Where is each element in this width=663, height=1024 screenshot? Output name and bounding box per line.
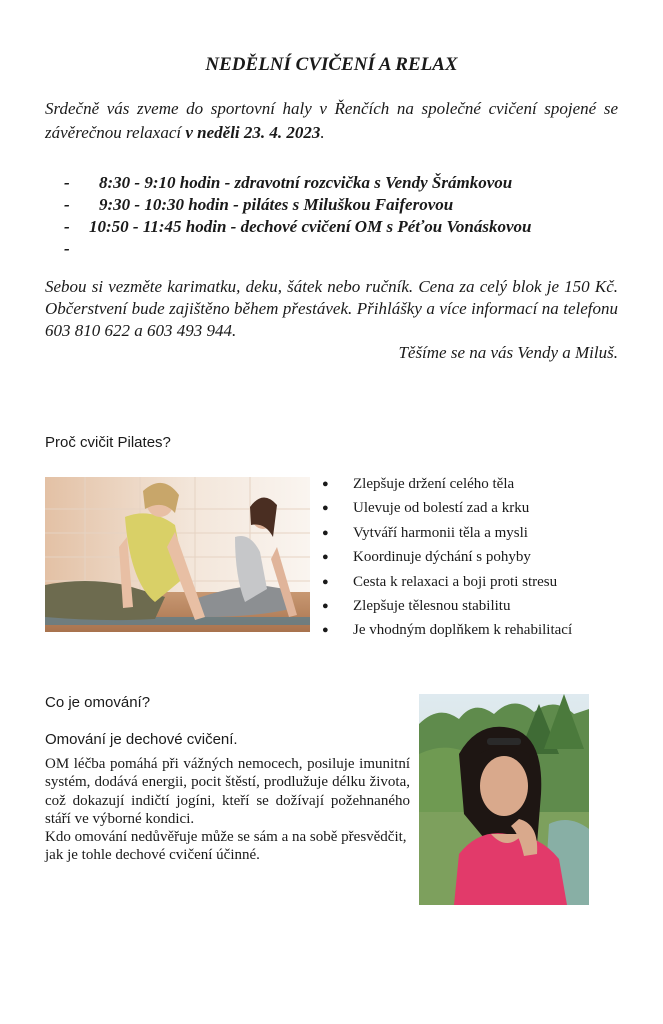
instructor-photo [419,694,589,905]
bullet-icon: ● [322,624,329,637]
schedule-text: 10:50 - 11:45 hodin - dechové cvičení OM s Péťou Vonáskovou [89,217,532,236]
page-title: NEDĚLNÍ CVIČENÍ A RELAX [205,54,458,75]
invitation-text-start: Srdečně vás zveme do sportovní haly v Řenčích na společné cvičení spojené se závěrečnou relaxací [45,99,618,142]
pilates-photo [45,477,310,632]
bullet-icon: ● [322,478,329,490]
benefit-text: Cesta k relaxaci a boji proti stresu [353,573,558,590]
schedule-dash: - [64,195,70,214]
schedule-dash: - [64,173,70,192]
schedule-dash: - [64,239,70,258]
om-description [45,755,410,865]
om-heading: Omování je dechové cvičení. [45,731,238,748]
benefit-text: Ulevuje od bolestí zad a krku [353,500,530,517]
bullet-icon: ● [322,551,329,564]
om-paragraph: OM léčba pomáhá při vážných nemocech, posiluje imunitní systém, dodává energii, pocit štěstí, prodlužuje délku života, což dokazují indičtí jogíni, kteří se dožívají požehnaného stáří ve výborné kondici. [45,756,410,827]
invitation-text [45,97,618,145]
bullet-icon: ● [322,575,329,588]
signature: Těšíme se na vás Vendy a Miluš. [398,343,618,362]
benefit-text: Koordinuje dýchání s pohyby [353,549,531,566]
schedule-text: 8:30 - 9:10 hodin - zdravotní rozcvička s Vendy Šrámkovou [99,173,513,192]
invitation-text-end: . [320,123,325,142]
benefit-text: Zlepšuje tělesnou stabilitu [353,597,511,614]
bullet-icon: ● [322,502,329,515]
benefit-text: Zlepšuje držení celého těla [353,476,515,492]
om-question: Co je omování? [45,694,151,711]
om-paragraph: Kdo omování nedůvěřuje může se sám a na sobě přesvědčit, jak je tohle dechové cvičení účinné. [45,829,407,864]
benefit-text: Je vhodným doplňkem k rehabilitací [353,622,573,639]
bullet-icon: ● [322,599,329,612]
schedule-text: 9:30 - 10:30 hodin - pilátes s Miluškou Faiferovou [99,195,454,214]
info-text: Sebou si vezměte karimatku, deku, šátek nebo ručník. Cena za celý blok je 150 Kč. Občerstvení bude zajištěno během přestávek. Přihlášky a více informací na telefonu 603 810 622 a 603 493 944. [45,277,618,340]
schedule-dash: - [64,217,70,236]
bullet-icon: ● [322,526,329,539]
pilates-question: Proč cvičit Pilates? [45,434,171,451]
event-date: v neděli 23. 4. 2023 [185,123,321,142]
benefit-text: Vytváří harmonii těla a mysli [353,524,528,541]
